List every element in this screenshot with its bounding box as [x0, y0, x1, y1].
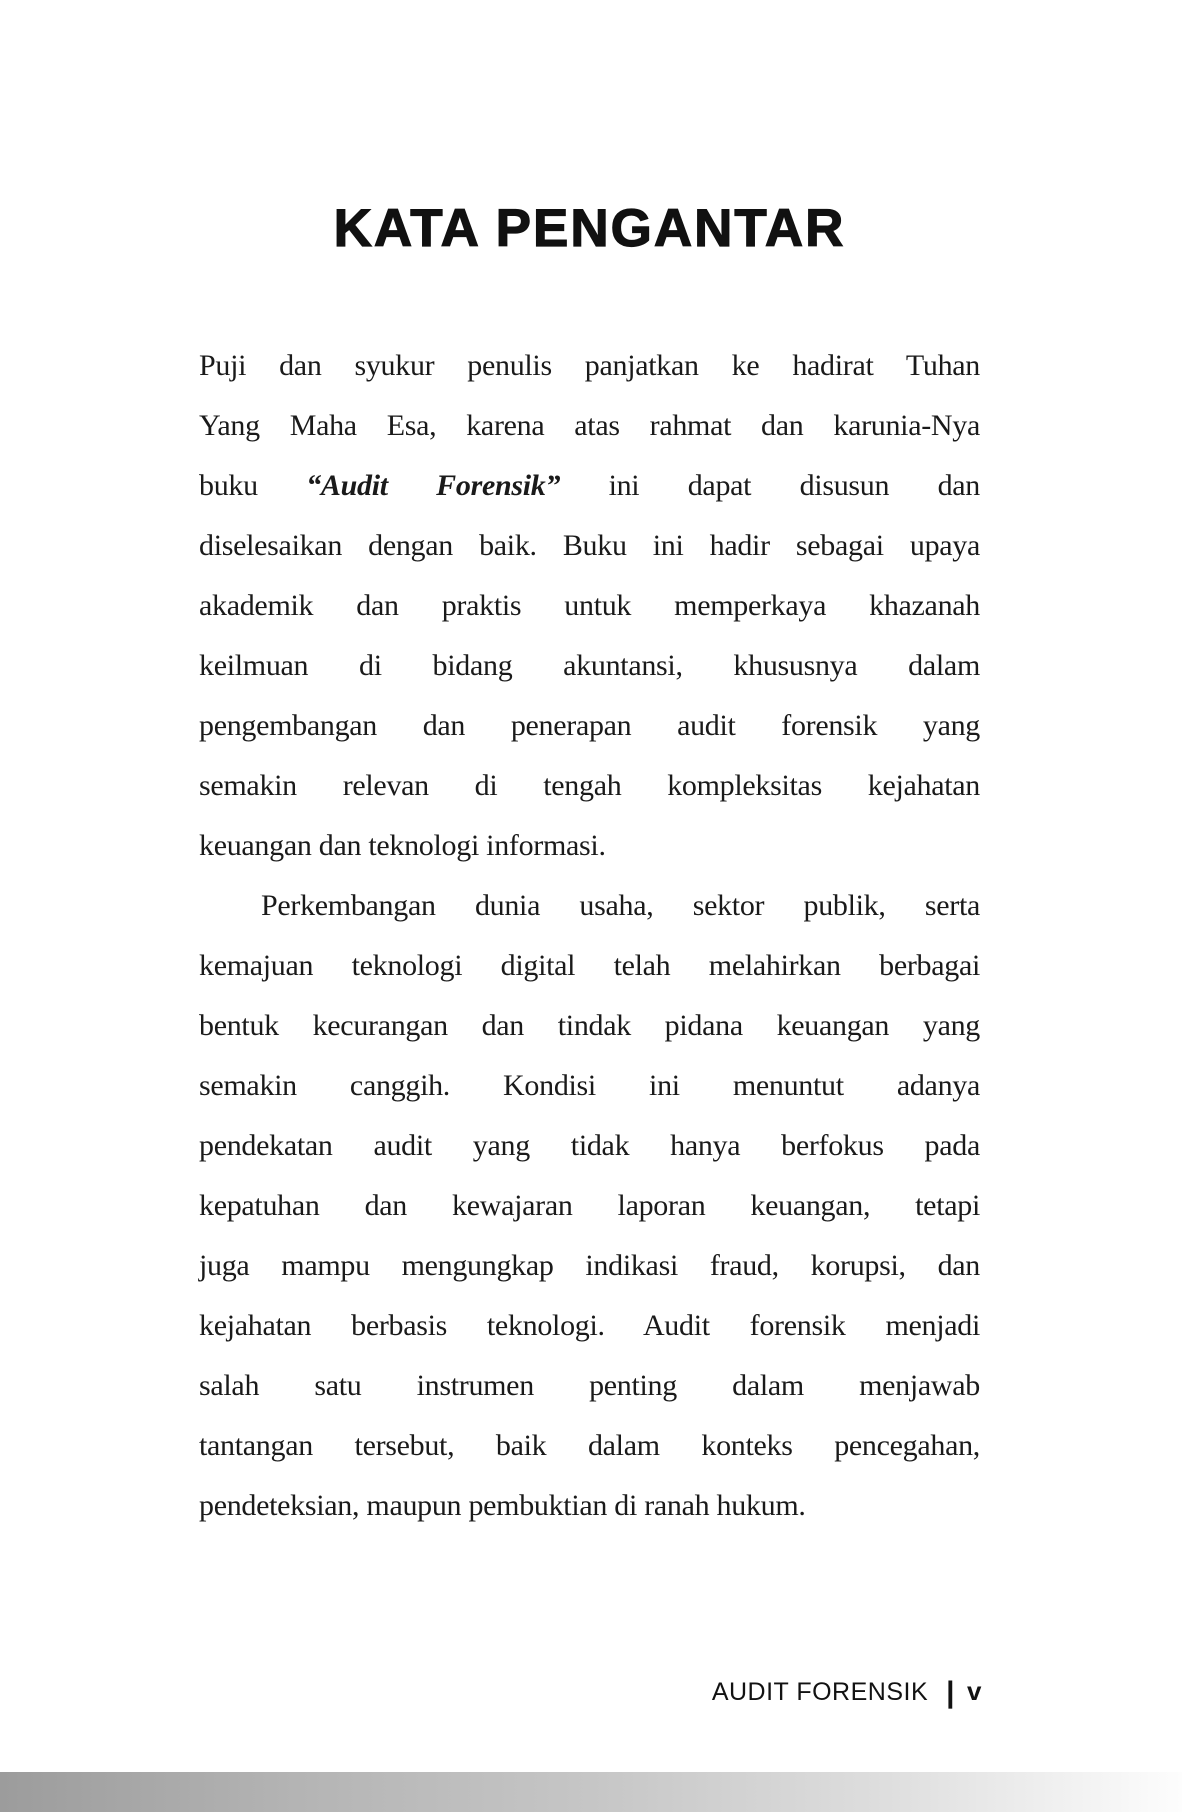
text-run: keuangan dan teknologi informasi. [199, 829, 606, 862]
text-run: pendeteksian, maupun pembuktian di ranah hukum. [199, 1489, 806, 1522]
body-line [199, 1296, 980, 1356]
body-line [199, 1356, 980, 1416]
body-line [199, 756, 980, 816]
body-line [199, 336, 980, 396]
body-line [199, 996, 980, 1056]
text-run: diselesaikan dengan baik. Buku ini hadir sebagai upaya [199, 529, 980, 562]
text-run: semakin canggih. Kondisi ini menuntut adanya [199, 1069, 980, 1102]
text-run: kepatuhan dan kewajaran laporan keuangan, tetapi [199, 1189, 980, 1222]
text-run: ini dapat disusun dan [560, 469, 980, 502]
body-line [199, 456, 980, 516]
text-run: Yang Maha Esa, karena atas rahmat dan karunia-Nya [199, 409, 980, 442]
text-run: kejahatan berbasis teknologi. Audit forensik menjadi [199, 1309, 980, 1342]
body-line [199, 1176, 980, 1236]
body-line [199, 696, 980, 756]
footer-separator: | [946, 1676, 956, 1709]
footer-page-number: v [967, 1676, 982, 1706]
body-text [199, 336, 980, 1536]
body-line [199, 1236, 980, 1296]
text-run: pengembangan dan penerapan audit forensik yang [199, 709, 980, 742]
footer-book-title: AUDIT FORENSIK [711, 1678, 929, 1706]
body-line [199, 936, 980, 996]
body-line [199, 516, 980, 576]
text-run: tantangan tersebut, baik dalam konteks pencegahan, [199, 1429, 980, 1462]
text-run: Puji dan syukur penulis panjatkan ke hadirat Tuhan [199, 349, 980, 382]
text-run: buku [199, 469, 307, 502]
text-run: pendekatan audit yang tidak hanya berfokus pada [199, 1129, 980, 1162]
page-title: KATA PENGANTAR [333, 199, 846, 258]
body-line [199, 636, 980, 696]
text-run: kemajuan teknologi digital telah melahirkan berbagai [199, 949, 980, 982]
body-line [199, 1476, 980, 1536]
text-run: salah satu instrumen penting dalam menjawab [199, 1369, 980, 1402]
text-run: juga mampu mengungkap indikasi fraud, korupsi, dan [199, 1249, 980, 1282]
body-line [199, 1056, 980, 1116]
text-run: akademik dan praktis untuk memperkaya khazanah [199, 589, 980, 622]
body-line [199, 1416, 980, 1476]
text-run: bentuk kecurangan dan tindak pidana keuangan yang [199, 1009, 980, 1042]
page-footer [712, 1678, 982, 1708]
body-line [199, 576, 980, 636]
body-line [199, 816, 980, 876]
text-run: semakin relevan di tengah kompleksitas kejahatan [199, 769, 980, 802]
body-line [199, 396, 980, 456]
text-run: Perkembangan dunia usaha, sektor publik, serta [261, 889, 980, 922]
book-title-emphasis: “Audit Forensik” [306, 469, 561, 502]
body-line [199, 876, 980, 936]
body-line [199, 1116, 980, 1176]
bottom-gradient-bar [0, 1772, 1182, 1812]
text-run: keilmuan di bidang akuntansi, khususnya dalam [199, 649, 980, 682]
